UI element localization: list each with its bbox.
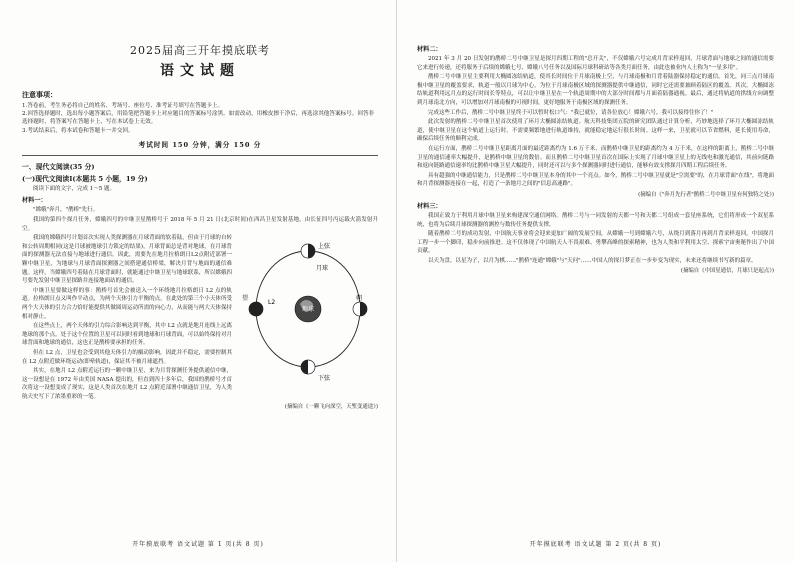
moon-label: 月球	[316, 265, 329, 273]
subsection-heading: (一)现代文阅读Ⅰ(本题共 5 小题，19 分)	[22, 174, 148, 183]
paragraph: 2021 年 3 月 20 日发射的鹊桥二号中继卫星是探月四期工程的"总开关"，不仅嫦娥六号完成月背采样返回，月球背面与地球之间的通信需要它来进行传递，还将服务于后续的嫦娥七号、嫦娥八号任务以及国际月球科研站等各类月面任务，由此也被业内人士称为"一星多用"。	[417, 56, 774, 71]
paragraph: "嫦娥"奔月，"鹊桥"先行。	[33, 207, 99, 214]
source-citation: (摘编自《一颗飞向深空，天堑变通途》)	[284, 404, 378, 411]
instruction: 阅读下面的文字，完成 1～5 题。	[33, 185, 115, 192]
paragraph: 鹊桥二号中继卫星主要利用大椭圆冻结轨道，使其长时间位于月球南极上空，与月球南极和月背着陆器保持稳定的通信。首先，同三点月球南极中继卫星的覆盖要求，轨道一般以月球为中心，为位于月球南极区域的探测器提供中继通信，同时它还需要兼顾着陆区的覆盖。其次，大椭圆冻结轨道利用远月点的运行时间长等特点，可以让中继卫星在一个轨道周期中的大部分时间都与月面着陆器通视。最后，通过将轨道的拱线方向调整到月球南北方向，可以增加对月球南极的可视时间，更好地服务于南极区域的探测任务。	[417, 74, 774, 106]
new-moon-label: 朔	[356, 295, 363, 303]
paragraph: 具有超强的中继通信能力，只是鹊桥二号中继卫星本身的其中一个亮点。如今，鹊桥二号中继卫星就是"空需要"的，在月球背面"在线"，将地面和月背探测器连接在一起，打造了一条地月之间的"信息高速路"。	[417, 172, 774, 188]
article-body	[22, 206, 378, 401]
material-label: 材料三：	[417, 202, 442, 210]
full-moon-label: 望	[242, 295, 249, 303]
paragraph: 随着鹊桥二号的成功发射，中国航天事业将会迎来更加广阔的发展空间，从嫦娥一号到嫦娥六号，从绕月到落月再到月背采样返回，中国探月工程一步一个脚印，稳步向前推进。这不仅体现了中国航天人不畏艰难、勇攀高峰的探索精神，也为人类和平利用太空、探索宇宙奥秘作出了中国贡献。	[417, 231, 774, 255]
paragraph: 完成这些工作后，鹊桥二号中继卫星终于可以暂时松口气："我已就位，请各位放心！嫦娥六号，我可以接得住你了！"	[428, 109, 714, 116]
material-label: 材料二：	[417, 46, 442, 53]
l2-label: L2	[268, 299, 276, 307]
first-quarter-label: 上弦	[318, 243, 331, 251]
paragraph: 我国的嫦娥四号计划首次实现人类探测器在月球背面的软着陆，但由于月球的自转和公转周期相同(这是月球被地球引力锁定的结果)，月球背面总是背对地球，在月球背面的探测器无法直接与地球进行通信。因此，需要先在地月拉格朗日L2点附近部署一颗中继卫星，为地球与月球背面探测器之间搭建通信桥梁，解决月背与地面的通信难题。这样，当嫦娥四号着陆在月球背面时，就能通过中继卫星与地球联系，所以嫦娥四号要先发射中继卫星探路并连接地面站的通信。	[22, 235, 232, 285]
earth-label: 地球	[301, 306, 315, 314]
source-citation: (摘编自《中国星通信，月球只是起点》)	[680, 268, 774, 275]
page-footer: 开年摸底联考 语文试题 第 2 页(共 8 页)	[529, 541, 662, 548]
divider	[22, 155, 378, 156]
paragraph: 此次发射的鹊桥二号中继卫星首次使用了环月大椭圆冻结轨道。航天科技集团五院的研究团队通过计算分析，巧妙地选择了环月大椭圆冻结轨道，使中继卫星在这个轨道上运行时，不需要频繁地进行轨道维持，就能稳定地运行很长时间。这样一来，卫星就可以节省燃料，延长使用寿命，确保后续任务的顺利完成。	[417, 119, 774, 143]
last-quarter-label: 下弦	[318, 375, 331, 383]
moon-left-icon	[249, 302, 263, 316]
earth-moon-orbit-diagram	[238, 234, 378, 384]
moon-shade	[301, 360, 308, 374]
page-footer: 开年摸底联考 语文试题 第 1 页(共 8 页)	[132, 541, 264, 548]
moon-shade	[308, 244, 315, 258]
paragraph: 我国的第四个探月任务，嫦娥四号的中继卫星鹊桥号于 2018 年 5 月 21 日(北京时间)在西昌卫星发射基地，由长征四号丙运载火箭发射升空。	[22, 217, 378, 232]
paragraph: 我国正致力于利用月球中继卫星来构建深空通信网络。鹊桥二号与一同发射的天都一号和天都二号组成一套星座系统，它们将形成一个双星系统，也将为后续月球探测器的测控与数传任务提供支撑。	[417, 212, 774, 228]
source-citation: (摘编自《"奔月先行者"鹊桥二号中继卫星有何独特之处》)	[638, 191, 774, 198]
paragraph: 以天为盘，以星为子，以月为棋……"鹊桥"连通"嫦娥"与"天问"……中国人的探月梦正在一步步变为现实，未来还将继续书写新的篇章。	[428, 257, 757, 264]
paragraph: 在运行方面，鹊桥二号中继卫星距离月面的最近距离约为 1.6 万千米，而鹊桥中继卫星的距离约为 4 万千米，在这样的距离上，鹊桥二号中继卫星的通信速率大幅提升，是鹊桥中继卫星的数倍。而且鹊桥二号中继卫星首次在国际上实现了月球中继卫星上的无线电和激光通信，其前向链路和返向链路通信速率均比鹊桥中继卫星大幅提升，同时还可以与多个探测器同时进行通信，能够有效支撑探月四期工程后续任务。	[417, 145, 774, 170]
material-label: 材料一：	[22, 197, 47, 205]
paragraph: 但在 L2 点，卫星也会受到其他天体引力的摄动影响，因此并不稳定，需要控制其在 L2 点附近做环绕运动(即晕轨道)，保证其不被月球遮挡。	[22, 349, 232, 365]
note-item: 2.回答选择题时，选出每小题答案后，用铅笔把答题卡上对应题目的答案标号涂黑。如需改动，用橡皮擦干净后，再选涂其他答案标号。回答非选择题时，将答案写在答题卡上，写在本试卷上无效。	[22, 111, 375, 126]
paragraph: 在这些点上，两个天体的引力综合影响达到平衡，其中 L2 点就是地月连线上远离地球的那个点。处于这个位置的卫星可以同时看到地球和月球背面，可以始终保持对月球背面和地球的通信，这也正是鹊桥要承担的任务。	[22, 323, 232, 347]
note-item: 3.考试结束后，将本试卷和答题卡一并交回。	[22, 127, 134, 134]
subject-title: 语文试题	[160, 63, 240, 79]
notes-heading: 注意事项：	[22, 90, 57, 99]
moon-shade	[360, 302, 367, 316]
note-item: 1.答卷前，考生务必将自己的姓名、考场号、座位号、准考证号填写在答题卡上。	[22, 103, 224, 109]
section-heading: 一、现代文阅读(35 分)	[22, 162, 95, 171]
page-2	[397, 0, 794, 562]
exam-title: 2025届高三开年摸底联考	[130, 44, 270, 57]
paragraph: 中继卫星要做这样的事：鹊桥号首先会被送入一个环绕地月拉格朗日 L2 点的轨道。拉格朗日点又叫作平动点，为两个天体引力平衡的点，在此处的第三个小天体所受两个大天体的引力合力恰好能提供其做圆周运动所需的向心力，从而能与两大天体保持相对静止。	[22, 287, 232, 320]
paragraph: 其实，在地月 L2 点附近运行的一颗中继卫星，来为月背探测任务提供通信中继，这一设想是在 1972 年由美国 NASA 提出的，但直到四十多年后，我国的鹊桥号才首次将这一设想变成了现实，这是人类首次在地月 L2 点附近部署中继通信卫星，为人类航天史写下了浓墨重彩的一笔。	[22, 368, 232, 400]
exam-time: 考试时间 150 分钟，满分 150 分	[138, 140, 262, 149]
